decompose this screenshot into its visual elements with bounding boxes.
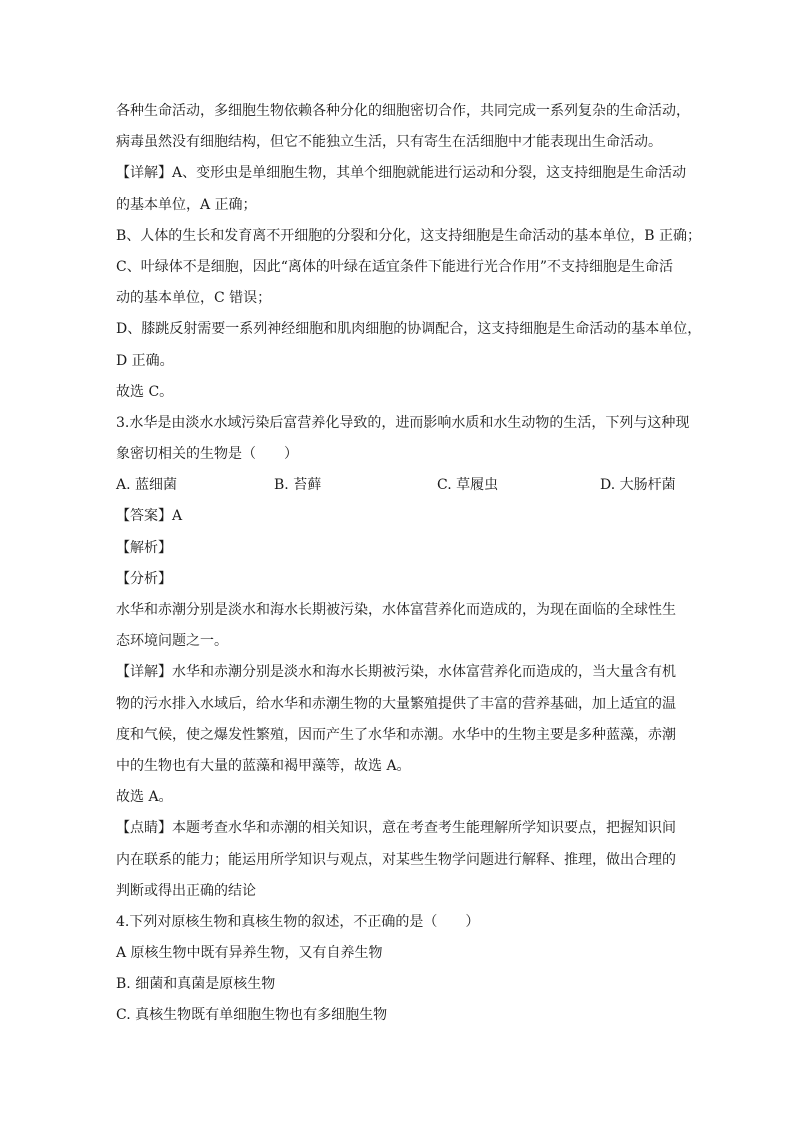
option-a: A 原核生物中既有异养生物，又有自养生物	[116, 945, 383, 962]
option-b: B. 细菌和真菌是原核生物	[116, 976, 276, 993]
text-line: 判断或得出正确的结论	[116, 882, 256, 899]
text-line: 故选 A。	[116, 789, 173, 806]
text-line: D、膝跳反射需要一系列神经细胞和肌肉细胞的协调配合，这支持细胞是生命活动的基本单位，	[116, 321, 702, 338]
text-line: 故选 C。	[116, 383, 174, 400]
text-line: 病毒虽然没有细胞结构，但它不能独立生活，只有寄生在活细胞中才能表现出生命活动。	[116, 134, 662, 151]
text-line: 水华和赤潮分别是淡水和海水长期被污染，水体富营养化而造成的，为现在面临的全球性生	[116, 602, 676, 618]
question-3-stem: 象密切相关的生物是（ ）	[116, 446, 298, 463]
text-line: 内在联系的能力；能运用所学知识与观点，对某些生物学问题进行解释、推理，做出合理的	[116, 851, 676, 868]
text-line: 物的污水排入水域后，给水华和赤潮生物的大量繁殖提供了丰富的营养基础，加上适宜的温	[116, 695, 676, 712]
document-page	[116, 96, 702, 1032]
analysis-heading: 【解析】	[116, 539, 172, 556]
option-d: D. 大肠杆菌	[600, 477, 676, 494]
text-line: 的基本单位，A 正确；	[116, 196, 257, 213]
option-c: C. 真核生物既有单细胞生物也有多细胞生物	[116, 1007, 388, 1024]
text-line: B、人体的生长和发育离不开细胞的分裂和分化，这支持细胞是生命活动的基本单位，B 正确；	[116, 227, 702, 244]
answer-label: 【答案】A	[116, 508, 183, 525]
text-line: D 正确。	[116, 352, 174, 369]
option-c: C. 草履虫	[437, 477, 499, 494]
text-line: 【点睛】本题考查水华和赤潮的相关知识，意在考查考生能理解所学知识要点，把握知识间	[116, 820, 676, 837]
text-line: C、叶绿体不是细胞，因此“离体的叶绿在适宜条件下能进行光合作用”不支持细胞是生命活	[116, 258, 674, 275]
question-3-stem: 3.水华是由淡水水域污染后富营养化导致的，进而影响水质和水生动物的生活，下列与这种现	[116, 414, 690, 431]
text-line: 度和气候，使之爆发性繁殖，因而产生了水华和赤潮。水华中的生物主要是多种蓝藻，赤潮	[116, 726, 676, 743]
question-4-stem: 4.下列对原核生物和真核生物的叙述，不正确的是（ ）	[116, 913, 480, 930]
text-line: 【详解】水华和赤潮分别是淡水和海水长期被污染，水体富营养化而造成的，当大量含有机	[116, 664, 676, 681]
text-line: 动的基本单位，C 错误；	[116, 290, 272, 307]
analysis-subheading: 【分析】	[116, 570, 172, 587]
question-3-options	[116, 470, 681, 501]
option-b: B. 苔藓	[274, 477, 322, 494]
text-line: 态环境问题之一。	[116, 633, 228, 650]
text-line: 各种生命活动，多细胞生物依赖各种分化的细胞密切合作，共同完成一系列复杂的生命活动，	[116, 103, 690, 119]
text-line: 【详解】A、变形虫是单细胞生物，其单个细胞就能进行运动和分裂，这支持细胞是生命活动	[116, 165, 687, 182]
text-line: 中的生物也有大量的蓝藻和褐甲藻等，故选 A。	[116, 757, 411, 774]
option-a: A. 蓝细菌	[116, 477, 178, 494]
